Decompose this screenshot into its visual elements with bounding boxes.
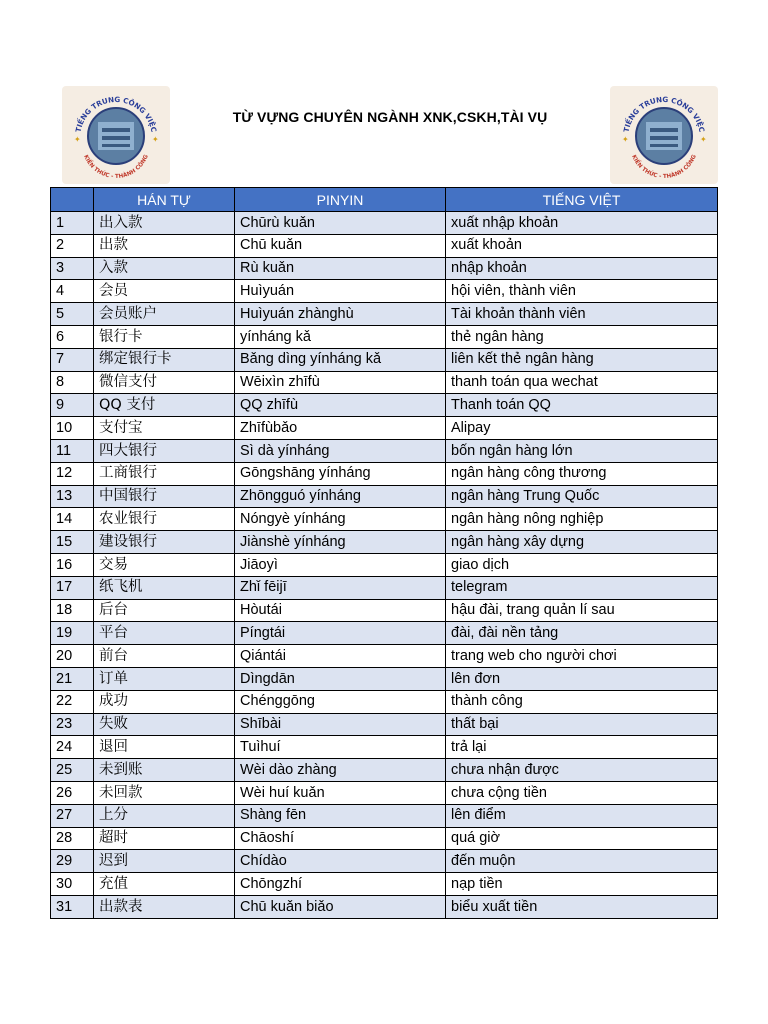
han-tu-cell: 出入款: [94, 212, 235, 235]
pinyin-cell: Qiántái: [235, 645, 446, 668]
pinyin-cell: Zhǐ fēijī: [235, 576, 446, 599]
row-number-cell: 10: [51, 417, 94, 440]
tieng-viet-cell: nhập khoản: [446, 257, 718, 280]
row-number-cell: 11: [51, 439, 94, 462]
pinyin-cell: Wèi dào zhàng: [235, 759, 446, 782]
pinyin-cell: Zhōngguó yínháng: [235, 485, 446, 508]
han-tu-cell: 农业银行: [94, 508, 235, 531]
tieng-viet-cell: chưa nhận được: [446, 759, 718, 782]
han-tu-cell: 工商银行: [94, 462, 235, 485]
tieng-viet-cell: telegram: [446, 576, 718, 599]
han-tu-cell: 充值: [94, 873, 235, 896]
row-number-cell: 26: [51, 781, 94, 804]
pinyin-cell: Chū kuǎn biǎo: [235, 895, 446, 918]
table-row: [51, 508, 718, 531]
tieng-viet-cell: thành công: [446, 690, 718, 713]
pinyin-cell: Chídào: [235, 850, 446, 873]
table-row: [51, 212, 718, 235]
brand-logo-left: [62, 86, 170, 184]
pinyin-cell: Chénggōng: [235, 690, 446, 713]
row-number-cell: 15: [51, 531, 94, 554]
tieng-viet-cell: Alipay: [446, 417, 718, 440]
table-row: [51, 667, 718, 690]
row-number-cell: 12: [51, 462, 94, 485]
tieng-viet-cell: bốn ngân hàng lớn: [446, 439, 718, 462]
tieng-viet-cell: biểu xuất tiền: [446, 895, 718, 918]
table-row: [51, 599, 718, 622]
tieng-viet-cell: lên điểm: [446, 804, 718, 827]
table-row: [51, 553, 718, 576]
logo-arc-bottom-text: KIẾN THỨC - THÀNH CÔNG: [630, 154, 698, 181]
table-row: [51, 371, 718, 394]
row-number-cell: 19: [51, 622, 94, 645]
brand-logo-emblem: [62, 86, 170, 184]
pinyin-cell: Shībài: [235, 713, 446, 736]
tieng-viet-cell: lên đơn: [446, 667, 718, 690]
han-tu-cell: 未到账: [94, 759, 235, 782]
pinyin-cell: Píngtái: [235, 622, 446, 645]
star-icon: ✦: [74, 135, 81, 144]
tieng-viet-cell: Tài khoản thành viên: [446, 303, 718, 326]
pinyin-cell: Chūrù kuǎn: [235, 212, 446, 235]
row-number-cell: 31: [51, 895, 94, 918]
pinyin-cell: Wēixìn zhīfù: [235, 371, 446, 394]
brand-logo-right: [610, 86, 718, 184]
row-number-cell: 27: [51, 804, 94, 827]
row-number-cell: 24: [51, 736, 94, 759]
star-icon: ✦: [622, 135, 629, 144]
tieng-viet-cell: ngân hàng Trung Quốc: [446, 485, 718, 508]
table-row: [51, 713, 718, 736]
pinyin-cell: Zhīfùbǎo: [235, 417, 446, 440]
row-number-cell: 21: [51, 667, 94, 690]
logo-arc-top-text: TIẾNG TRUNG CÔNG VIỆC: [73, 94, 159, 134]
table-row: [51, 280, 718, 303]
han-tu-cell: 平台: [94, 622, 235, 645]
table-row: [51, 645, 718, 668]
star-icon: ✦: [700, 135, 707, 144]
table-row: [51, 622, 718, 645]
tieng-viet-cell: đến muộn: [446, 850, 718, 873]
han-tu-cell: 超时: [94, 827, 235, 850]
table-row: [51, 348, 718, 371]
tieng-viet-cell: ngân hàng công thương: [446, 462, 718, 485]
table-body: [51, 212, 718, 919]
table-row: [51, 485, 718, 508]
pinyin-cell: Bǎng dìng yínháng kǎ: [235, 348, 446, 371]
pinyin-cell: Rù kuǎn: [235, 257, 446, 280]
row-number-cell: 16: [51, 553, 94, 576]
table-row: [51, 394, 718, 417]
header-tieng-viet: TIẾNG VIỆT: [446, 188, 718, 212]
row-number-cell: 8: [51, 371, 94, 394]
pinyin-cell: Dìngdān: [235, 667, 446, 690]
table-row: [51, 576, 718, 599]
pinyin-cell: Chōngzhí: [235, 873, 446, 896]
header-han-tu: HÁN TỰ: [94, 188, 235, 212]
row-number-cell: 23: [51, 713, 94, 736]
pinyin-cell: Shàng fēn: [235, 804, 446, 827]
han-tu-cell: 失败: [94, 713, 235, 736]
pinyin-cell: Wèi huí kuǎn: [235, 781, 446, 804]
han-tu-cell: 订单: [94, 667, 235, 690]
logo-arc-bottom-text: KIẾN THỨC - THÀNH CÔNG: [82, 154, 150, 181]
tieng-viet-cell: Thanh toán QQ: [446, 394, 718, 417]
tieng-viet-cell: thất bại: [446, 713, 718, 736]
tieng-viet-cell: liên kết thẻ ngân hàng: [446, 348, 718, 371]
pinyin-cell: Nóngyè yínháng: [235, 508, 446, 531]
row-number-cell: 2: [51, 234, 94, 257]
pinyin-cell: Huìyuán: [235, 280, 446, 303]
row-number-cell: 30: [51, 873, 94, 896]
row-number-cell: 6: [51, 325, 94, 348]
han-tu-cell: 未回款: [94, 781, 235, 804]
tieng-viet-cell: hậu đài, trang quản lí sau: [446, 599, 718, 622]
header-number: [51, 188, 94, 212]
tieng-viet-cell: xuất nhập khoản: [446, 212, 718, 235]
pinyin-cell: Gōngshāng yínháng: [235, 462, 446, 485]
tieng-viet-cell: trang web cho người chơi: [446, 645, 718, 668]
pinyin-cell: Chū kuǎn: [235, 234, 446, 257]
han-tu-cell: 绑定银行卡: [94, 348, 235, 371]
han-tu-cell: 中国银行: [94, 485, 235, 508]
row-number-cell: 25: [51, 759, 94, 782]
tieng-viet-cell: giao dịch: [446, 553, 718, 576]
table-row: [51, 690, 718, 713]
han-tu-cell: 入款: [94, 257, 235, 280]
han-tu-cell: 出款: [94, 234, 235, 257]
han-tu-cell: 迟到: [94, 850, 235, 873]
han-tu-cell: 交易: [94, 553, 235, 576]
pinyin-cell: QQ zhīfù: [235, 394, 446, 417]
row-number-cell: 18: [51, 599, 94, 622]
pinyin-cell: Huìyuán zhànghù: [235, 303, 446, 326]
pinyin-cell: Sì dà yínháng: [235, 439, 446, 462]
pinyin-cell: Chāoshí: [235, 827, 446, 850]
vocabulary-table: [50, 187, 718, 919]
han-tu-cell: 支付宝: [94, 417, 235, 440]
tieng-viet-cell: thanh toán qua wechat: [446, 371, 718, 394]
pinyin-cell: Jiāoyì: [235, 553, 446, 576]
han-tu-cell: 后台: [94, 599, 235, 622]
tieng-viet-cell: ngân hàng nông nghiệp: [446, 508, 718, 531]
pinyin-cell: Hòutái: [235, 599, 446, 622]
row-number-cell: 1: [51, 212, 94, 235]
tieng-viet-cell: hội viên, thành viên: [446, 280, 718, 303]
pinyin-cell: Jiànshè yínháng: [235, 531, 446, 554]
row-number-cell: 17: [51, 576, 94, 599]
table-row: [51, 325, 718, 348]
tieng-viet-cell: ngân hàng xây dựng: [446, 531, 718, 554]
han-tu-cell: 成功: [94, 690, 235, 713]
han-tu-cell: 微信支付: [94, 371, 235, 394]
han-tu-cell: QQ 支付: [94, 394, 235, 417]
han-tu-cell: 银行卡: [94, 325, 235, 348]
row-number-cell: 14: [51, 508, 94, 531]
star-icon: ✦: [152, 135, 159, 144]
han-tu-cell: 会员: [94, 280, 235, 303]
tieng-viet-cell: nạp tiền: [446, 873, 718, 896]
row-number-cell: 7: [51, 348, 94, 371]
row-number-cell: 9: [51, 394, 94, 417]
han-tu-cell: 前台: [94, 645, 235, 668]
brand-logo-emblem: [610, 86, 718, 184]
row-number-cell: 28: [51, 827, 94, 850]
table-row: [51, 234, 718, 257]
han-tu-cell: 四大银行: [94, 439, 235, 462]
row-number-cell: 22: [51, 690, 94, 713]
table-row: [51, 895, 718, 918]
han-tu-cell: 上分: [94, 804, 235, 827]
table-row: [51, 759, 718, 782]
table-row: [51, 531, 718, 554]
table-row: [51, 736, 718, 759]
page-title: TỪ VỰNG CHUYÊN NGÀNH XNK,CSKH,TÀI VỤ: [232, 109, 548, 125]
table-row: [51, 827, 718, 850]
table-row: [51, 257, 718, 280]
pinyin-cell: yínháng kǎ: [235, 325, 446, 348]
table-row: [51, 873, 718, 896]
table-row: [51, 850, 718, 873]
tieng-viet-cell: quá giờ: [446, 827, 718, 850]
row-number-cell: 3: [51, 257, 94, 280]
table-row: [51, 781, 718, 804]
row-number-cell: 4: [51, 280, 94, 303]
tieng-viet-cell: thẻ ngân hàng: [446, 325, 718, 348]
han-tu-cell: 出款表: [94, 895, 235, 918]
table-row: [51, 462, 718, 485]
han-tu-cell: 建设银行: [94, 531, 235, 554]
han-tu-cell: 纸飞机: [94, 576, 235, 599]
han-tu-cell: 会员账户: [94, 303, 235, 326]
header-pinyin: PINYIN: [235, 188, 446, 212]
han-tu-cell: 退回: [94, 736, 235, 759]
tieng-viet-cell: xuất khoản: [446, 234, 718, 257]
row-number-cell: 5: [51, 303, 94, 326]
row-number-cell: 13: [51, 485, 94, 508]
logo-arc-top-text: TIẾNG TRUNG CÔNG VIỆC: [621, 94, 707, 134]
table-row: [51, 804, 718, 827]
pinyin-cell: Tuìhuí: [235, 736, 446, 759]
table-row: [51, 439, 718, 462]
row-number-cell: 20: [51, 645, 94, 668]
table-row: [51, 303, 718, 326]
row-number-cell: 29: [51, 850, 94, 873]
table-header-row: [51, 188, 718, 212]
table-row: [51, 417, 718, 440]
tieng-viet-cell: trả lại: [446, 736, 718, 759]
tieng-viet-cell: chưa cộng tiền: [446, 781, 718, 804]
tieng-viet-cell: đài, đài nền tảng: [446, 622, 718, 645]
